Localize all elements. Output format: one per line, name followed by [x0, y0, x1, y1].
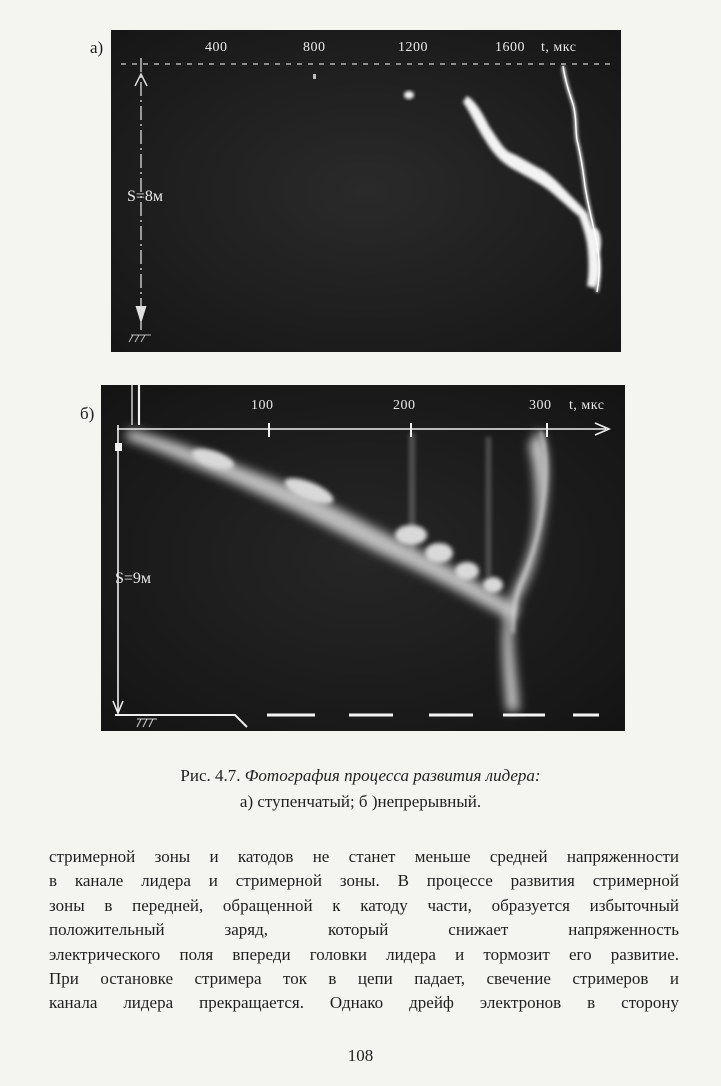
time-tick-label: 1200 [398, 40, 428, 55]
caption-title: Фотография процесса развития лидера: [244, 766, 541, 785]
caption-prefix: Рис. 4.7. [180, 766, 241, 785]
body-line: канала лидера прекращается. Однако дрейф электронов в сторону [49, 993, 679, 1013]
photo-b-graphics [101, 385, 625, 731]
body-line: При остановке стримера ток в цепи падает, свечение стримеров и [49, 969, 679, 989]
photo-continuous-leader [101, 385, 625, 731]
distance-label: S=8м [127, 188, 164, 205]
figure-caption [0, 764, 721, 788]
panel-b-label: б) [80, 404, 95, 423]
body-line: положительный заряд, который снижает напряженность [49, 920, 679, 940]
photo-stepped-leader [111, 30, 621, 352]
time-tick-label: 400 [205, 40, 228, 55]
body-line: стримерной зоны и катодов не станет меньше средней напряженности [49, 847, 679, 866]
caption-subtitle: а) ступенчатый; б )непрерывный. [239, 792, 482, 811]
time-tick-label: 100 [251, 398, 274, 413]
body-paragraph [49, 845, 679, 1016]
time-tick-label: 800 [303, 40, 326, 55]
distance-label: S=9м [115, 570, 152, 587]
time-tick-label: 1600 [495, 40, 525, 55]
time-tick-label: 200 [393, 398, 416, 413]
time-tick-label: 300 [529, 398, 552, 413]
time-axis-unit: t, мкс [541, 40, 577, 55]
body-line: в канале лидера и стримерной зоны. В процессе развития стримерной [49, 871, 679, 891]
time-axis-unit: t, мкс [569, 398, 605, 413]
page-number: 108 [347, 1046, 374, 1065]
body-line: зоны в передней, обращенной к катоду части, образуется избыточный [49, 895, 679, 915]
panel-a-label: а) [90, 38, 104, 57]
body-line: электрического поля впереди головки лидера и тормозит его развитие. [49, 944, 679, 964]
photo-a-graphics [111, 30, 621, 352]
